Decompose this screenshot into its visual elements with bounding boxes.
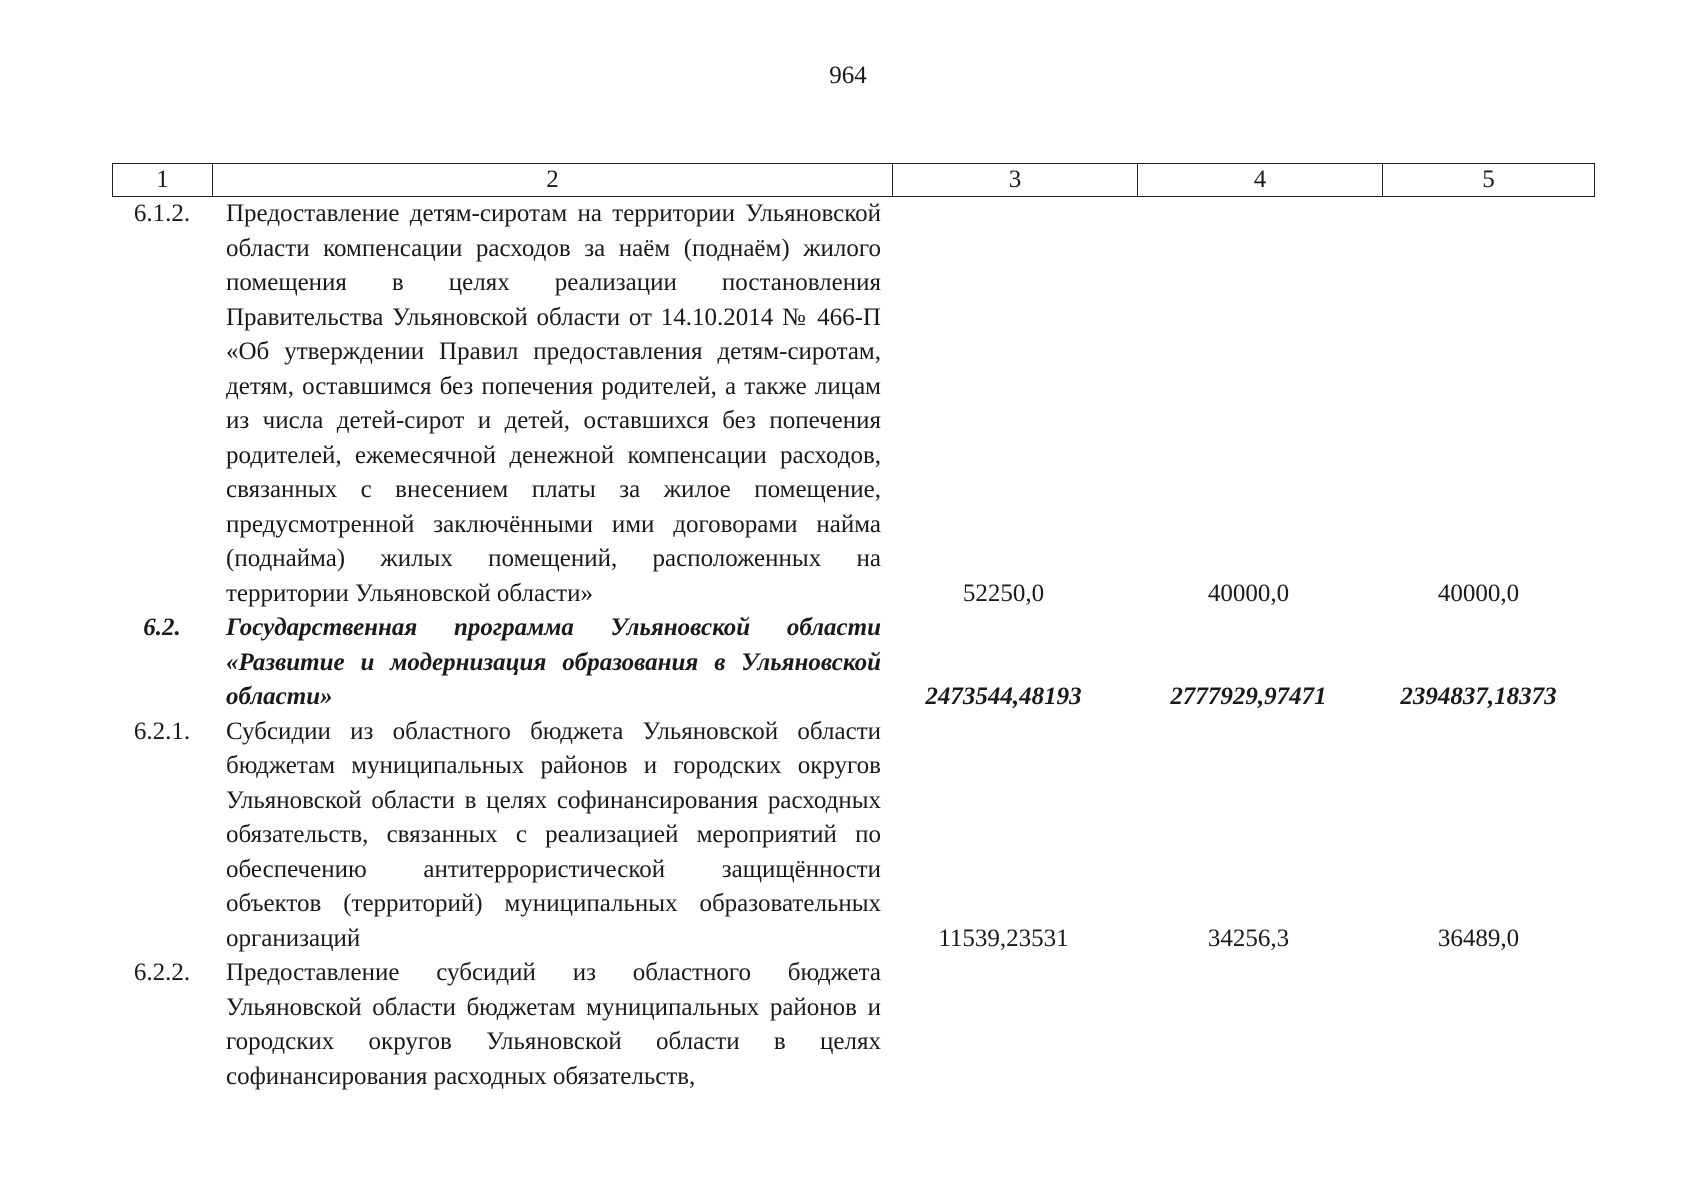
row-number: 6.2. xyxy=(143,614,181,641)
column-header-row xyxy=(112,163,1595,197)
row-value-col4: 40000,0 xyxy=(1207,579,1290,607)
table-row xyxy=(112,715,1594,957)
row-number: 6.2.2. xyxy=(133,959,191,986)
row-value-col3: 11539,23531 xyxy=(938,924,1069,952)
page-number: 964 xyxy=(829,62,867,89)
column-header-3: 3 xyxy=(893,164,1138,197)
row-description: Государственная программа Ульяновской области «Развитие и модернизация образования в Ульяновской области» xyxy=(226,614,881,710)
column-header-2: 2 xyxy=(213,164,893,197)
row-description: Предоставление субсидий из областного бюджета Ульяновской области бюджетам муниципальных районов и городских округов Ульяновской области в целях софинансирования расходных обязательств, xyxy=(226,959,881,1090)
table-row xyxy=(112,197,1594,611)
row-value-col5: 40000,0 xyxy=(1437,579,1520,607)
row-number: 6.2.1. xyxy=(133,717,191,745)
table-body xyxy=(112,197,1594,1094)
table-row xyxy=(112,956,1594,1094)
row-value-col3: 2473544,48193 xyxy=(925,683,1082,710)
row-number: 6.1.2. xyxy=(133,200,191,227)
column-header-5: 5 xyxy=(1383,164,1595,197)
column-header-4: 4 xyxy=(1138,164,1383,197)
column-header-1: 1 xyxy=(113,164,213,197)
row-value-col5: 2394837,18373 xyxy=(1400,683,1557,710)
table-row-program xyxy=(112,611,1594,715)
row-value-col5: 36489,0 xyxy=(1437,924,1520,952)
row-description: Субсидии из областного бюджета Ульяновской области бюджетам муниципальных районов и городских округов Ульяновской области в целях софинансирования расходных обязательств, связанных с реализацией мероприятий по обеспечению антитеррористической защищённости объектов (территорий) муниципальных образовательных организаций xyxy=(226,717,881,952)
row-value-col4: 2777929,97471 xyxy=(1170,683,1327,710)
row-value-col4: 34256,3 xyxy=(1207,924,1290,952)
row-description: Предоставление детям-сиротам на территории Ульяновской области компенсации расходов за наём (поднаём) жилого помещения в целях реализации постановления Правительства Ульяновской области от 14.10.2014 № 466-П «Об утверждении Правил предоставления детям-сиротам, детям, оставшимся без попечения родителей, а также лицам из числа детей-сирот и детей, оставшихся без попечения родителей, ежемесячной денежной компенсации расходов, связанных с внесением платы за жилое помещение, предусмотренной заключёнными ими договорами найма (поднайма) жилых помещений, расположенных на территории Ульяновской области» xyxy=(226,200,881,607)
row-value-col3: 52250,0 xyxy=(962,579,1045,607)
